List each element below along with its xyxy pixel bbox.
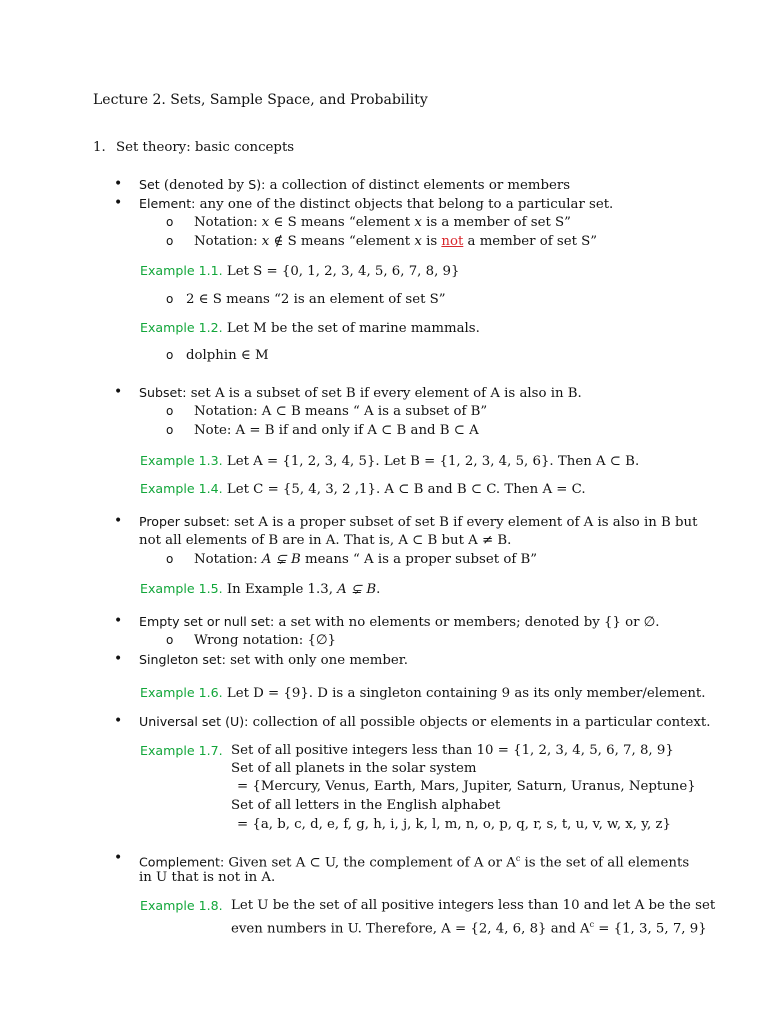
circle-bullet-icon: o	[166, 633, 174, 647]
notation-end: a member of set S”	[463, 234, 598, 249]
example-end: .	[376, 582, 381, 597]
term-complement: Complement:	[139, 854, 225, 870]
term-proper-subset: Proper subset:	[139, 514, 230, 529]
singleton-definition	[139, 650, 408, 670]
example-label: Example 1.3.	[140, 453, 223, 468]
example-1-6	[140, 683, 705, 703]
example-text: Let A = {1, 2, 3, 4, 5}. Let B = {1, 2, 3, 4, 5, 6}. Then A ⊂ B.	[222, 454, 640, 469]
example-1-2	[140, 318, 480, 338]
subset-text: set A is a subset of set B if every element of A is also in B.	[186, 386, 582, 401]
bullet-icon: •	[114, 513, 123, 529]
circle-bullet-icon: o	[166, 215, 174, 229]
circle-bullet-icon: o	[166, 552, 174, 566]
subset-notation: Notation: A ⊂ B means “ A is a subset of B”	[194, 404, 488, 419]
complement-text-b: is the set of all elements	[520, 855, 690, 871]
proper-subset-text: set A is a proper subset of set B if every element of A is also in B but	[229, 515, 698, 530]
var-x: x	[414, 215, 422, 230]
circle-bullet-icon: o	[166, 292, 174, 306]
example-text-b: = {1, 3, 5, 7, 9}	[594, 921, 707, 937]
var-x: x	[414, 234, 422, 249]
example-label: Example 1.4.	[140, 481, 223, 496]
notation-end: is a member of set S”	[421, 215, 571, 230]
example-text: Let S = {0, 1, 2, 3, 4, 5, 6, 7, 8, 9}	[222, 264, 460, 279]
example-1-8-line-2	[231, 915, 707, 938]
example-1-7-label: Example 1.7.	[140, 743, 223, 758]
var-x: x	[261, 215, 270, 230]
var-x: x	[261, 234, 270, 249]
proper-subset-symbol: A ⊊ B	[261, 552, 301, 567]
example-label: Example 1.5.	[140, 581, 223, 596]
example-label: Example 1.1.	[140, 263, 223, 278]
example-text: Let C = {5, 4, 3, 2 ,1}. A ⊂ B and B ⊂ C. Then A = C.	[222, 482, 586, 497]
universal-set-definition	[139, 712, 710, 732]
notation-label: Notation:	[194, 215, 258, 230]
bullet-icon: •	[114, 195, 123, 211]
section-title: Set theory: basic concepts	[116, 140, 295, 155]
example-text: Let D = {9}. D is a singleton containing 9 as its only member/element.	[222, 686, 706, 701]
proper-subset-symbol: A ⊊ B	[337, 582, 377, 597]
term-element: Element:	[139, 196, 196, 211]
term-singleton: Singleton set:	[139, 652, 226, 667]
example-1-7-line-1: Set of all positive integers less than 10 = {1, 2, 3, 4, 5, 6, 7, 8, 9}	[231, 743, 674, 758]
example-1-5	[140, 579, 380, 599]
element-notation-member	[194, 213, 571, 232]
notation-label: Notation:	[194, 552, 262, 567]
circle-bullet-icon: o	[166, 234, 174, 248]
example-1-8-line-1: Let U be the set of all positive integers less than 10 and let A be the set	[231, 898, 716, 913]
example-1-7-line-3: = {Mercury, Venus, Earth, Mars, Jupiter, Saturn, Uranus, Neptune}	[237, 779, 696, 794]
bullet-icon: •	[114, 384, 123, 400]
circle-bullet-icon: o	[166, 423, 174, 437]
example-label: Example 1.6.	[140, 685, 223, 700]
example-1-7-line-5: = {a, b, c, d, e, f, g, h, i, j, k, l, m, n, o, p, q, r, s, t, u, v, w, x, y, z}	[237, 817, 671, 832]
empty-set-text: a set with no elements or members; denoted by {} or ∅.	[274, 615, 660, 630]
element-text: any one of the distinct objects that belong to a particular set.	[195, 197, 614, 212]
example-1-1	[140, 261, 459, 281]
superscript-c: c	[515, 854, 521, 863]
emphasis-not: not	[441, 234, 464, 249]
notation-rest: ∉ S means “element	[269, 234, 415, 249]
notation-label: Notation:	[194, 234, 258, 249]
superscript-c: c	[589, 920, 595, 929]
set-definition	[139, 175, 570, 195]
set-text: a collection of distinct elements or members	[265, 178, 571, 193]
example-1-8-label: Example 1.8.	[140, 898, 223, 913]
proper-subset-text-2: not all elements of B are in A. That is, A ⊂ B but A ≠ B.	[139, 533, 512, 548]
notation-rest: means “ A is a proper subset of B”	[300, 552, 538, 567]
page-title: Lecture 2. Sets, Sample Space, and Probability	[93, 92, 428, 108]
example-label: Example 1.2.	[140, 320, 223, 335]
term-set: Set	[139, 177, 160, 192]
subset-definition	[139, 383, 582, 403]
example-1-1-sub: 2 ∈ S means “2 is an element of set S”	[186, 292, 446, 307]
bullet-icon: •	[114, 713, 123, 729]
bullet-icon: •	[114, 613, 123, 629]
circle-bullet-icon: o	[166, 404, 174, 418]
bullet-icon: •	[114, 651, 123, 667]
empty-set-definition	[139, 612, 660, 632]
term-universal-set: Universal set (U):	[139, 714, 249, 729]
empty-set-wrong-notation: Wrong notation: {∅}	[194, 633, 336, 648]
bullet-icon: •	[114, 176, 123, 192]
example-1-3	[140, 451, 639, 471]
example-1-7-line-4: Set of all letters in the English alphabet	[231, 798, 501, 813]
section-number: 1.	[93, 140, 106, 155]
bullet-icon: •	[114, 850, 123, 866]
term-subset: Subset:	[139, 385, 187, 400]
complement-text: Given set A ⊂ U, the complement of A or A	[224, 855, 516, 871]
proper-subset-definition	[139, 512, 697, 532]
example-text: even numbers in U. Therefore, A = {2, 4, 6, 8} and A	[231, 921, 590, 937]
element-definition	[139, 194, 613, 214]
singleton-text: set with only one member.	[225, 653, 408, 668]
complement-text-2: in U that is not in A.	[139, 870, 276, 885]
term-empty-set: Empty set or null set:	[139, 614, 275, 629]
universal-set-text: collection of all possible objects or elements in a particular context.	[248, 715, 711, 730]
notation-mid: is	[421, 234, 442, 249]
example-1-4	[140, 479, 586, 499]
example-1-2-sub: dolphin ∈ M	[186, 348, 269, 363]
element-notation-not-member	[194, 232, 597, 251]
notation-rest: ∈ S means “element	[269, 215, 415, 230]
set-paren: (denoted by	[159, 178, 249, 193]
example-text: In Example 1.3,	[222, 582, 338, 597]
circle-bullet-icon: o	[166, 348, 174, 362]
subset-note: Note: A = B if and only if A ⊂ B and B ⊂ A	[194, 423, 479, 438]
example-text: Let M be the set of marine mammals.	[222, 321, 480, 336]
example-1-7-line-2: Set of all planets in the solar system	[231, 761, 477, 776]
proper-subset-notation	[194, 550, 537, 569]
set-paren-term: S):	[248, 177, 266, 192]
